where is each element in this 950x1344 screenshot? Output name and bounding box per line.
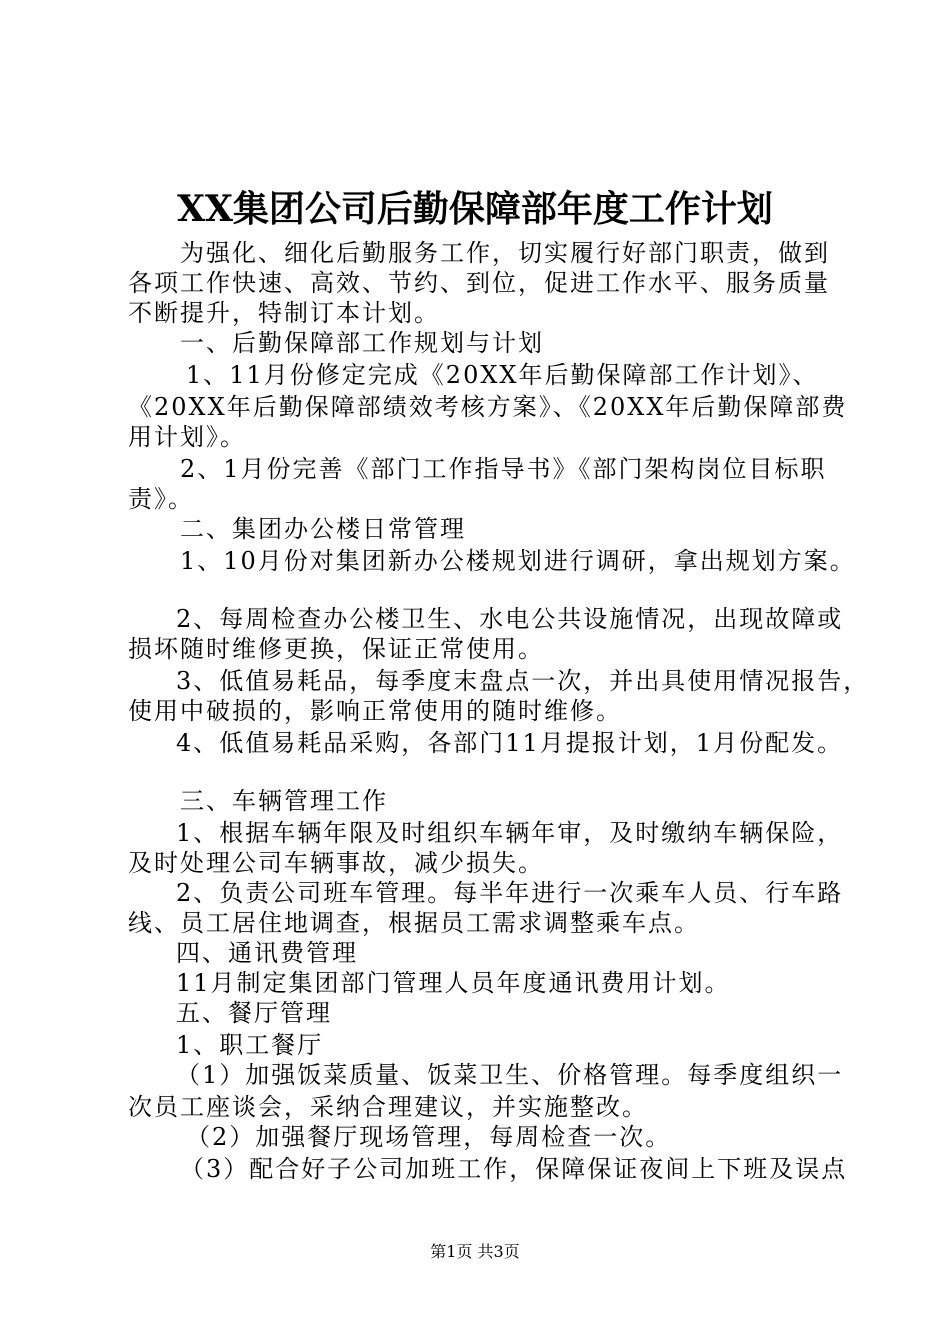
paragraph-line: 《20XX年后勤保障部绩效考核方案》、《20XX年后勤保障部费 bbox=[128, 393, 848, 421]
paragraph-line: 使用中破损的，影响正常使用的随时维修。 bbox=[128, 697, 622, 725]
paragraph-line: （1）加强饭菜质量、饭菜卫生、价格管理。每季度组织一 bbox=[176, 1061, 844, 1089]
paragraph-line: （3）配合好子公司加班工作，保障保证夜间上下班及误点 bbox=[180, 1155, 848, 1183]
section-heading: 三、车辆管理工作 bbox=[180, 787, 388, 815]
paragraph-line: 用计划》。 bbox=[128, 423, 246, 451]
paragraph-line: 次员工座谈会，采纳合理建议，并实施整改。 bbox=[128, 1093, 648, 1121]
paragraph-line: 2、负责公司班车管理。每半年进行一次乘车人员、行车路 bbox=[176, 879, 844, 907]
section-heading: 一、后勤保障部工作规划与计划 bbox=[180, 329, 544, 357]
paragraph-line: 为强化、细化后勤服务工作，切实履行好部门职责，做到 bbox=[180, 239, 830, 267]
paragraph-line: 线、员工居住地调查，根据员工需求调整乘车点。 bbox=[128, 909, 700, 937]
document-title: XX集团公司后勤保障部年度工作计划 bbox=[177, 188, 773, 230]
paragraph-line: 1、根据车辆年限及时组织车辆年审，及时缴纳车辆保险， bbox=[176, 819, 844, 847]
page-footer: 第1页 共3页 bbox=[430, 1242, 520, 1261]
paragraph-line: 损坏随时维修更换，保证正常使用。 bbox=[128, 635, 544, 663]
paragraph-line: 4、低值易耗品采购，各部门11月提报计划，1月份配发。 bbox=[176, 729, 844, 757]
paragraph-line: 2、1月份完善《部门工作指导书》《部门架构岗位目标职 bbox=[180, 455, 827, 483]
paragraph-line: 不断提升，特制订本计划。 bbox=[128, 299, 440, 327]
paragraph-line: 11月制定集团部门管理人员年度通讯费用计划。 bbox=[176, 969, 731, 997]
paragraph-line: 3、低值易耗品，每季度末盘点一次，并出具使用情况报告， bbox=[176, 667, 870, 695]
paragraph-line: 各项工作快速、高效、节约、到位，促进工作水平、服务质量 bbox=[128, 269, 830, 297]
paragraph-line: 及时处理公司车辆事故，减少损失。 bbox=[128, 849, 544, 877]
subsection-heading: 1、职工餐厅 bbox=[176, 1031, 324, 1059]
paragraph-line: （2）加强餐厅现场管理，每周检查一次。 bbox=[186, 1123, 672, 1151]
paragraph-line: 责》。 bbox=[128, 485, 194, 513]
section-heading: 四、通讯费管理 bbox=[176, 939, 358, 967]
paragraph-line: 1、11月份修定完成《20XX年后勤保障部工作计划》、 bbox=[186, 361, 819, 389]
paragraph-line: 1、10月份对集团新办公楼规划进行调研，拿出规划方案。 bbox=[180, 547, 856, 575]
section-heading: 五、餐厅管理 bbox=[176, 999, 332, 1027]
paragraph-line: 2、每周检查办公楼卫生、水电公共设施情况，出现故障或 bbox=[176, 605, 844, 633]
section-heading: 二、集团办公楼日常管理 bbox=[180, 515, 466, 543]
